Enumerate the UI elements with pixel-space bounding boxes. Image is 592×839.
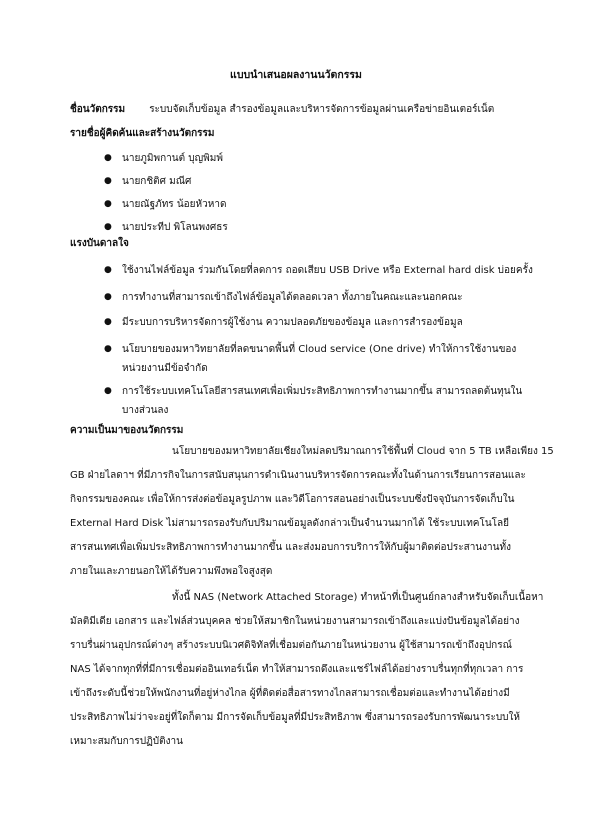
bullet-icon: ● — [104, 176, 112, 186]
inspiration-item: การใช้ระบบเทคโนโลยีสารสนเทศเพื่อเพิ่มประสิทธิภาพการทำงานมากขึ้น สามารถลดต้นทุนใน — [122, 386, 523, 397]
bullet-icon: ● — [104, 222, 112, 232]
paragraph-line: เข้าถึงระดับนี้ช่วยให้พนักงานที่อยู่ห่างไกล ผู้ที่ติดต่อสื่อสารทางไกลสามารถเชื่อมต่อและทำงานได้อย่างมี — [70, 688, 510, 699]
bullet-icon: ● — [104, 344, 112, 354]
paragraph-line: ภายในและภายนอกให้ได้รับความพึงพอใจสูงสุด — [70, 566, 273, 577]
inspiration-heading: แรงบันดาลใจ — [70, 238, 129, 249]
creator-item: นายกชิติศ มณีศ — [122, 176, 192, 187]
bullet-icon: ● — [104, 386, 112, 396]
bullet-icon: ● — [104, 317, 112, 327]
inspiration-item: การทำงานที่สามารถเข้าถึงไฟล์ข้อมูลได้ตลอดเวลา ทั้งภายในคณะและนอกคณะ — [122, 292, 463, 303]
background-paragraph-1 — [70, 440, 554, 584]
background-heading: ความเป็นมาของนวัตกรรม — [70, 425, 184, 436]
inspiration-item: นโยบายของมหาวิทยาลัยที่ลดขนาดพื้นที่ Cloud service (One drive) ทำให้การใช้งานของ — [122, 344, 517, 355]
paragraph-line: นโยบายของมหาวิทยาลัยเชียงใหม่ลดปริมาณการใช้พื้นที่ Cloud จาก 5 TB เหลือเพียง 15 — [172, 446, 554, 457]
creator-item: นายประทีป พิโลนพงศธร — [122, 222, 228, 233]
bullet-icon: ● — [104, 199, 112, 209]
bullet-icon: ● — [104, 292, 112, 302]
paragraph-line: ทั้งนี้ NAS (Network Attached Storage) ทำหน้าที่เป็นศูนย์กลางสำหรับจัดเก็บเนื้อหา — [172, 592, 544, 603]
innovation-name-row — [70, 103, 534, 117]
inspiration-item: มีระบบการบริหารจัดการผู้ใช้งาน ความปลอดภัยของข้อมูล และการสำรองข้อมูล — [122, 317, 463, 328]
bullet-icon: ● — [104, 265, 112, 275]
paragraph-line: External Hard Disk ไม่สามารถรองรับกับปริมาณข้อมูลดังกล่าวเป็นจำนวนมากได้ ใช้ระบบเทคโนโลยี — [70, 518, 510, 529]
background-paragraph-2 — [70, 586, 544, 754]
paragraph-line: มัลติมีเดีย เอกสาร และไฟล์ส่วนบุคคล ช่วยให้สมาชิกในหน่วยงานสามารถเข้าถึงและแบ่งปันข้อมูลได้อย่าง — [70, 616, 520, 627]
paragraph-line: ราบรื่นผ่านอุปกรณ์ต่างๆ สร้างระบบนิเวศดิจิทัลที่เชื่อมต่อกันภายในหน่วยงาน ผู้ใช้สามารถเข้าถึงอุปกรณ์ — [70, 640, 512, 651]
innovation-name-label: ชื่อนวัตกรรม — [70, 104, 126, 115]
paragraph-line: NAS ได้จากทุกที่ที่มีการเชื่อมต่ออินเทอร์เน็ต ทำให้สามารถดึงและแชร์ไฟล์ได้อย่างราบรื่นทุกที่ทุกเวลา การ — [70, 664, 524, 675]
inspiration-item-continued: บางส่วนลง — [122, 405, 169, 416]
bullet-icon: ● — [104, 153, 112, 163]
inspiration-item: ใช้งานไฟล์ข้อมูล ร่วมกันโดยที่ลดการ ถอดเสียบ USB Drive หรือ External hard disk บ่อยครั้ง — [122, 265, 533, 276]
creators-heading: รายชื่อผู้คิดค้นและสร้างนวัตกรรม — [70, 128, 215, 139]
creator-item: นายภูมิพกานต์ บุญพิมพ์ — [122, 153, 223, 164]
document-title: แบบนำเสนอผลงานนวัตกรรม — [230, 69, 362, 81]
paragraph-line: เหมาะสมกับการปฏิบัติงาน — [70, 736, 183, 747]
innovation-name-value: ระบบจัดเก็บข้อมูล สำรองข้อมูลและบริหารจัดการข้อมูลผ่านเครือข่ายอินเตอร์เน็ต — [149, 104, 495, 115]
paragraph-line: GB ฝ่ายไลดาฯ ที่มีภารกิจในการสนับสนุนการดำเนินงานบริหารจัดการคณะทั้งในด้านการเรียนการสอนและ — [70, 470, 526, 481]
paragraph-line: สารสนเทศเพื่อเพิ่มประสิทธิภาพการทำงานมากขึ้น และส่งมอบการบริการให้กับผู้มาติดต่อประสานงานทั้ง — [70, 542, 511, 553]
creator-item: นายณัฐภัทร น้อยหัวหาด — [122, 199, 227, 210]
paragraph-line: ประสิทธิภาพไม่ว่าจะอยู่ที่ใดก็ตาม มีการจัดเก็บข้อมูลที่มีประสิทธิภาพ ซึ่งสามารถรองรับการพัฒนาระบบให้ — [70, 712, 520, 723]
paragraph-line: กิจกรรมของคณะ เพื่อให้การส่งต่อข้อมูลรูปภาพ และวิดีโอการสอนอย่างเป็นระบบซึ่งปัจจุบันการจัดเก็บใน — [70, 494, 515, 505]
inspiration-item-continued: หน่วยงานมีข้อจำกัด — [122, 363, 208, 374]
